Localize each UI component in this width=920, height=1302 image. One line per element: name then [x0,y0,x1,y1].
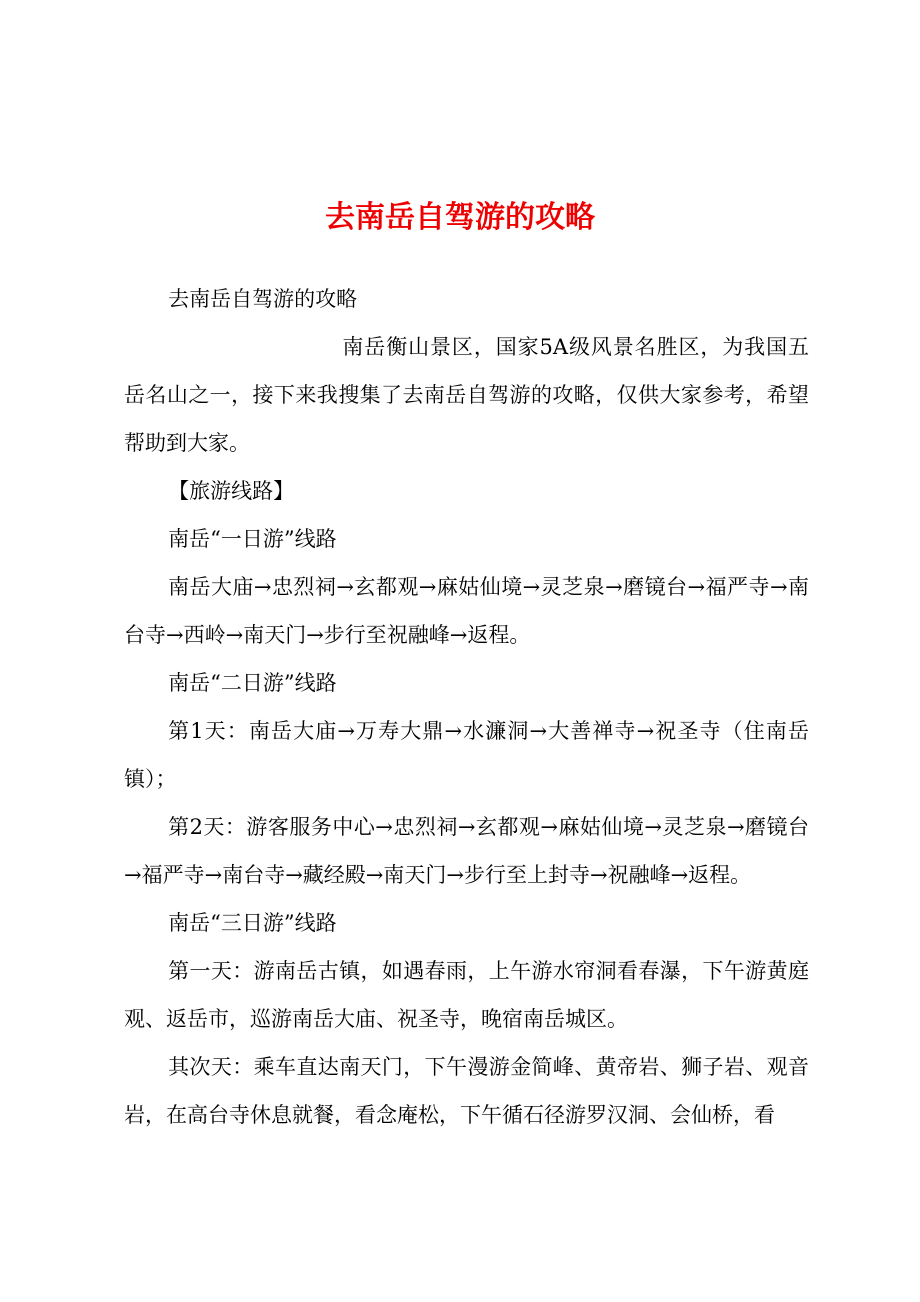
document-body [124,275,809,1139]
route-two-day-day1: 第1天：南岳大庙→万寿大鼎→水濂洞→大善禅寺→祝圣寺（住南岳镇）； [124,719,809,791]
route-heading-two-day: 南岳“二日游”线路 [168,671,337,695]
paragraph-subtitle: 去南岳自驾游的攻略 [168,287,358,311]
route-heading-one-day: 南岳“一日游”线路 [168,527,337,551]
route-three-day-day2: 其次天：乘车直达南天门，下午漫游金简峰、黄帝岩、狮子岩、观音岩，在高台寺休息就餐，看念庵松，下午循石径游罗汉洞、会仙桥，看 [124,1055,809,1127]
document-title: 去南岳自驾游的攻略 [325,200,595,235]
section-heading-routes: 【旅游线路】 [168,479,295,503]
route-two-day-day2: 第2天：游客服务中心→忠烈祠→玄都观→麻姑仙境→灵芝泉→磨镜台→福严寺→南台寺→藏经殿→南天门→步行至上封寺→祝融峰→返程。 [124,815,809,887]
route-one-day-text: 南岳大庙→忠烈祠→玄都观→麻姑仙境→灵芝泉→磨镜台→福严寺→南台寺→西岭→南天门→步行至祝融峰→返程。 [124,575,809,647]
route-heading-three-day: 南岳“三日游”线路 [168,911,337,935]
paragraph-intro: 南岳衡山景区，国家5A级风景名胜区，为我国五岳名山之一，接下来我搜集了去南岳自驾游的攻略，仅供大家参考，希望帮助到大家。 [124,335,809,455]
route-three-day-day1: 第一天：游南岳古镇，如遇春雨，上午游水帘洞看春瀑，下午游黄庭观、返岳市，巡游南岳大庙、祝圣寺，晚宿南岳城区。 [124,959,809,1031]
